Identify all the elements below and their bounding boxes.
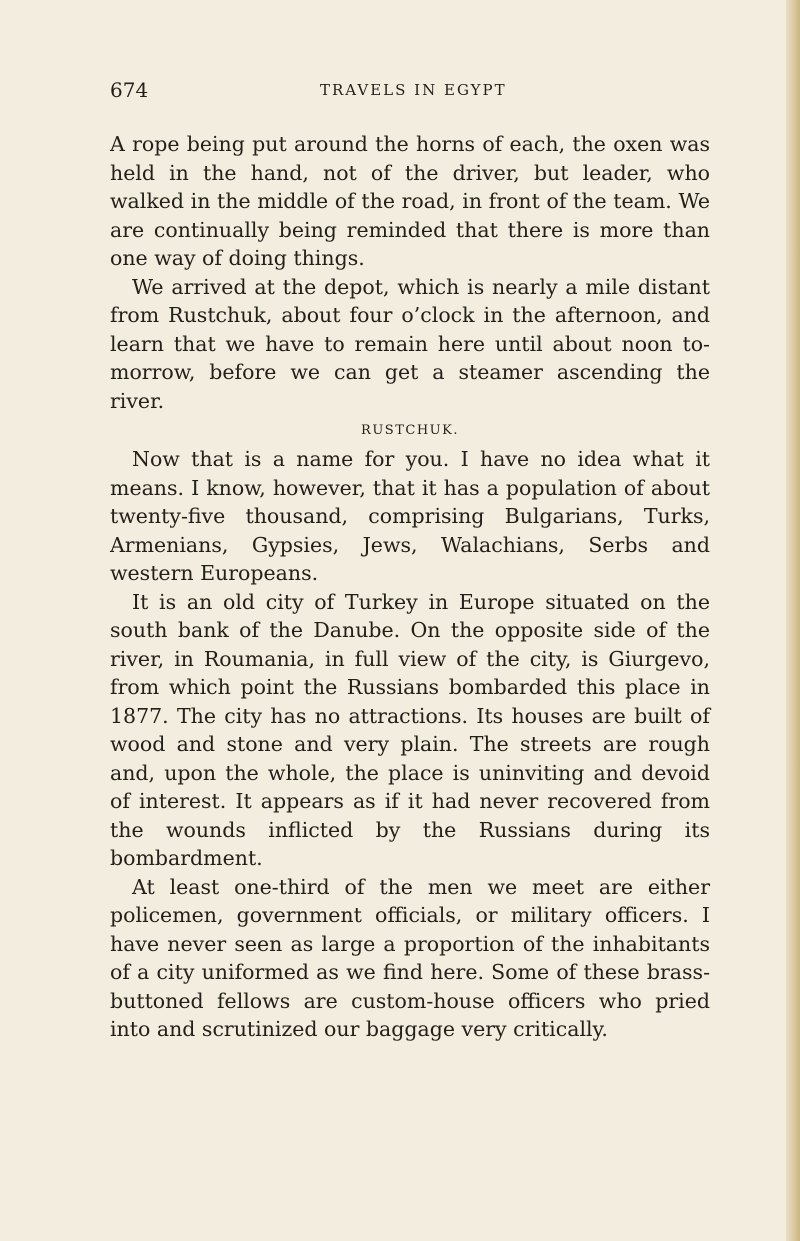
section-heading: RUSTCHUK. bbox=[361, 423, 459, 438]
paragraph: It is an old city of Turkey in Europe situated on the south bank of the Danube. On the opposite side of the river, in Roumania, in full view of the city, is Giurgevo, from which point the Russians bombarded this place in 1877. The city has no attractions. Its houses are built of wood and stone and very plain. The streets are rough and, upon the whole, the place is uninviting and devoid of interest. It appears as if it had never recovered from the wounds inflicted by the Russians during its bombardment. bbox=[110, 589, 710, 870]
page-edge bbox=[786, 0, 800, 1241]
page-number: 674 bbox=[110, 78, 149, 102]
running-title: TRAVELS IN EGYPT bbox=[320, 81, 507, 99]
paragraph: Now that is a name for you. I have no idea what it means. I know, however, that it has a population of about twenty-five thousand, comprising Bulgarians, Turks, Armenians, Gypsies, Jews, Walachians, Serbs and western Europeans. bbox=[110, 447, 710, 585]
paragraph: At least one-third of the men we meet are either policemen, government officials, or military officers. I have never seen as large a proportion of the inhabitants of a city uniformed as we find here. Some of these brass-buttoned fellows are custom-house officers who pried into and scrutinized our baggage very critically. bbox=[110, 874, 710, 1041]
body-text bbox=[110, 130, 710, 1044]
page-header bbox=[110, 78, 710, 108]
paragraph: We arrived at the depot, which is nearly a mile distant from Rustchuk, about four o’clock in the afternoon, and learn that we have to remain here until about noon to-morrow, before we can get a steamer ascending the river. bbox=[110, 274, 710, 413]
paragraph: A rope being put around the horns of each, the oxen was held in the hand, not of the driver, but leader, who walked in the middle of the road, in front of the team. We are continually being reminded that there is more than one way of doing things. bbox=[110, 132, 710, 270]
